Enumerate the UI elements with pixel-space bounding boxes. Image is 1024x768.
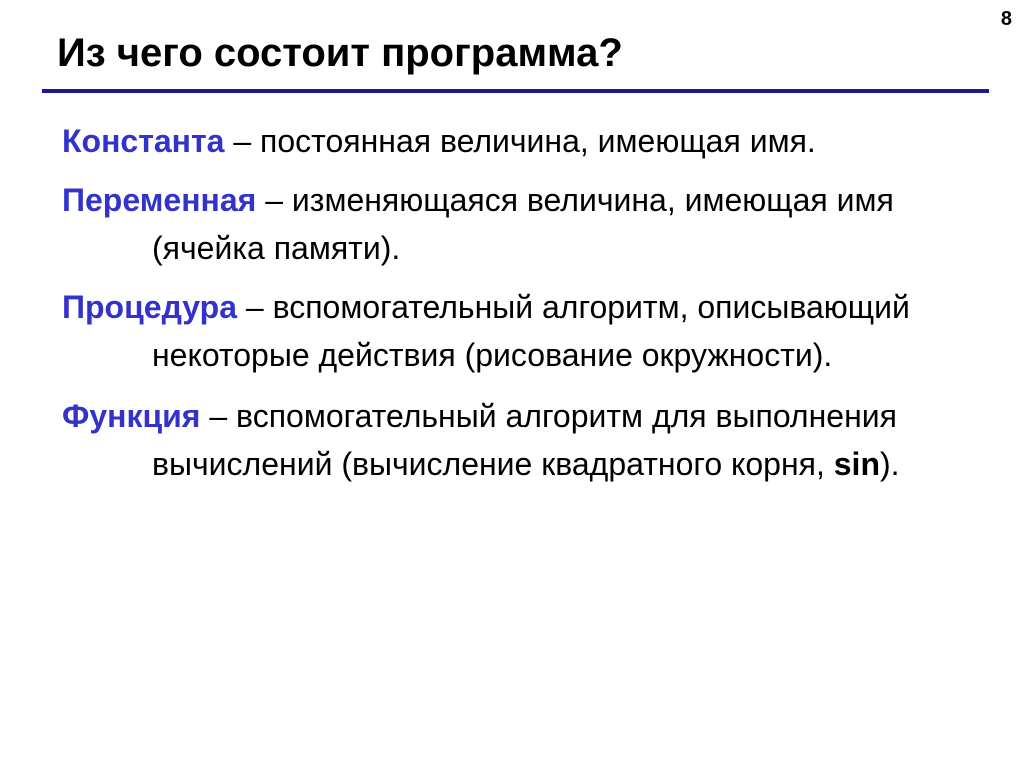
definition-procedure xyxy=(62,283,962,379)
title-underline xyxy=(42,89,989,93)
definition-function xyxy=(62,392,962,488)
definition-variable xyxy=(62,176,962,272)
slide-title: Из чего состоит программа? xyxy=(57,31,623,75)
term-function: Функция xyxy=(62,398,201,434)
definition-constant xyxy=(62,117,962,165)
term-procedure: Процедура xyxy=(62,289,237,325)
term-constant: Константа xyxy=(62,123,225,159)
term-variable: Переменная xyxy=(62,182,257,218)
sin-keyword: sin xyxy=(833,446,880,482)
definition-function-text: – вспомогательный алгоритм для выполнения вычислений (вычисление квадратного корня, xyxy=(152,398,897,482)
definition-function-ending: ). xyxy=(879,446,900,482)
definition-procedure-text: – вспомогательный алгоритм, описывающий некоторые действия (рисование окружности). xyxy=(152,289,910,373)
definition-constant-text: – постоянная величина, имеющая имя. xyxy=(224,123,816,159)
slide-number: 8 xyxy=(1000,8,1012,30)
definition-variable-text: – изменяющаяся величина, имеющая имя (ячейка памяти). xyxy=(152,182,894,266)
definitions-list xyxy=(62,117,962,499)
